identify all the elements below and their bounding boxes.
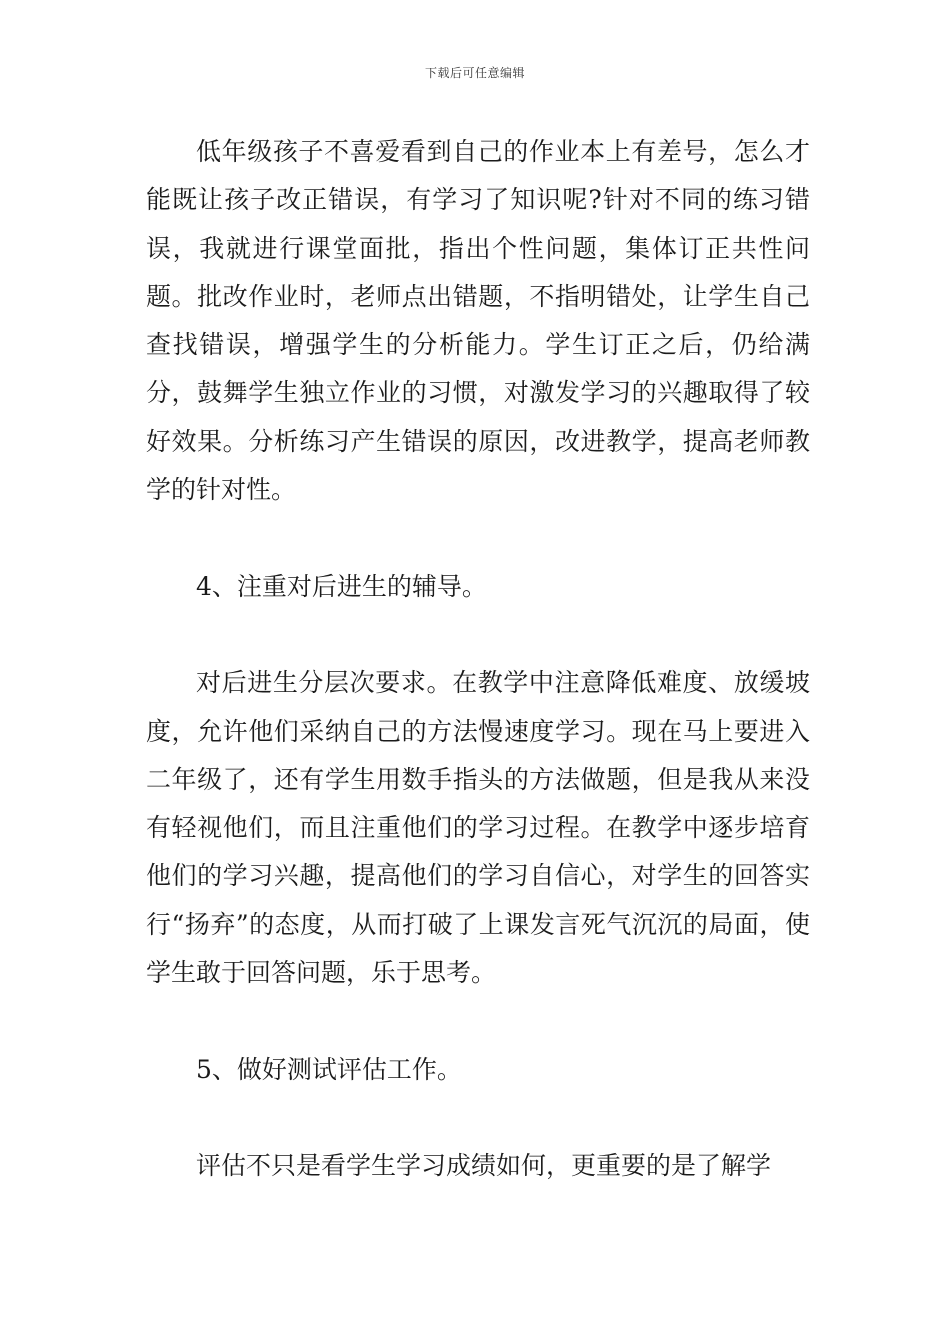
paragraph-evaluation: 评估不只是看学生学习成绩如何，更重要的是了解学 — [196, 1151, 772, 1181]
section-heading-4: 4、注重对后进生的辅导。 — [196, 571, 487, 601]
page-header: 下载后可任意编辑 — [424, 66, 525, 80]
section-heading-5: 5、做好测试评估工作。 — [196, 1054, 462, 1084]
paragraph-spacer — [146, 611, 810, 659]
document-body — [146, 128, 810, 1191]
paragraph-spacer — [146, 1094, 810, 1142]
paragraph-spacer — [146, 997, 810, 1045]
paragraph-error-correction: 低年级孩子不喜爱看到自己的作业本上有差号，怎么才能既让孩子改正错误，有学习了知识呢?针对不同的练习错误，我就进行课堂面批，指出个性问题，集体订正共性问题。批改作业时，老师点出错题，不指明错处，让学生自己查找错误，增强学生的分析能力。学生订正之后，仍给满分，鼓舞学生独立作业的习惯，对激发学习的兴趣取得了较好效果。分析练习产生错误的原因，改进教学，提高老师教学的针对性。 — [146, 137, 810, 505]
paragraph-underachievers: 对后进生分层次要求。在教学中注意降低难度、放缓坡度，允许他们采纳自己的方法慢速度学习。现在马上要进入二年级了，还有学生用数手指头的方法做题，但是我从来没有轻视他们，而且注重他们的学习过程。在教学中逐步培育他们的学习兴趣，提高他们的学习自信心，对学生的回答实行“扬弃”的态度，从而打破了上课发言死气沉沉的局面，使学生敢于回答问题，乐于思考。 — [146, 668, 810, 988]
paragraph-spacer — [146, 514, 810, 562]
